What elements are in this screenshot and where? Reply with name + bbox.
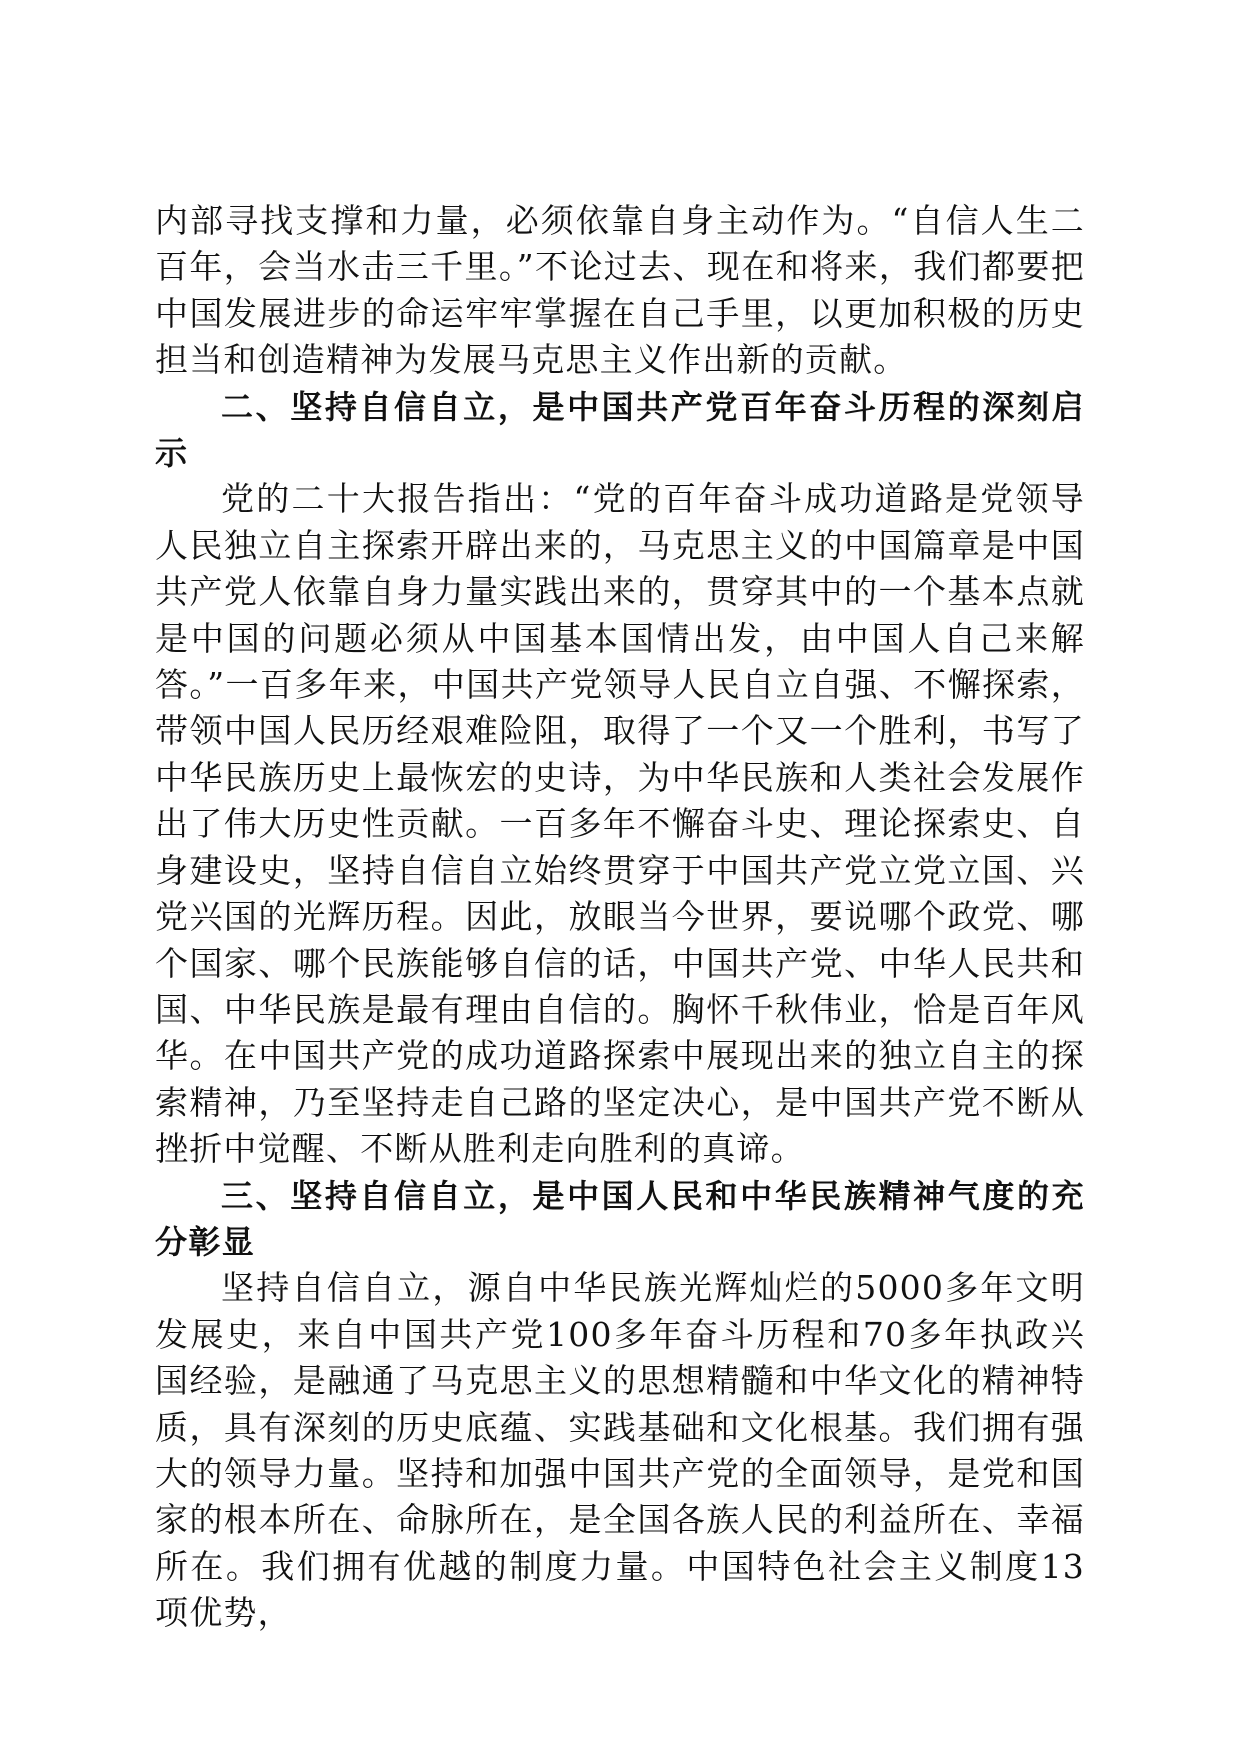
- body-paragraph: 坚持自信自立，源自中华民族光辉灿烂的5000多年文明发展史，来自中国共产党100多年奋斗历程和70多年执政兴国经验，是融通了马克思主义的思想精髓和中华文化的精神特质，具有深刻的历史底蕴、实践基础和文化根基。我们拥有强大的领导力量。坚持和加强中国共产党的全面领导，是党和国家的根本所在、命脉所在，是全国各族人民的利益所在、幸福所在。我们拥有优越的制度力量。中国特色社会主义制度13项优势，: [155, 1268, 1085, 1633]
- body-paragraph-continued: 内部寻找支撑和力量，必须依靠自身主动作为。“自信人生二百年，会当水击三千里。”不论过去、现在和将来，我们都要把中国发展进步的命运牢牢掌握在自己手里，以更加积极的历史担当和创造精神为发展马克思主义作出新的贡献。: [155, 201, 1085, 380]
- body-paragraph: 党的二十大报告指出：“党的百年奋斗成功道路是党领导人民独立自主探索开辟出来的，马克思主义的中国篇章是中国共产党人依靠自身力量实践出来的，贯穿其中的一个基本点就是中国的问题必须从中国基本国情出发，由中国人自己来解答。”一百多年来，中国共产党领导人民自立自强、不懈探索，带领中国人民历经艰难险阻，取得了一个又一个胜利，书写了中华民族历史上最恢宏的史诗，为中华民族和人类社会发展作出了伟大历史性贡献。一百多年不懈奋斗史、理论探索史、自身建设史，坚持自信自立始终贯穿于中国共产党立党立国、兴党兴国的光辉历程。因此，放眼当今世界，要说哪个政党、哪个国家、哪个民族能够自信的话，中国共产党、中华人民共和国、中华民族是最有理由自信的。胸怀千秋伟业，恰是百年风华。在中国共产党的成功道路探索中展现出来的独立自主的探索精神，乃至坚持走自己路的坚定决心，是中国共产党不断从挫折中觉醒、不断从胜利走向胜利的真谛。: [155, 479, 1085, 1169]
- document-page: [155, 198, 1085, 1637]
- section-heading-three: 三、坚持自信自立，是中国人民和中华民族精神气度的充分彰显: [155, 1176, 1085, 1261]
- section-heading-two: 二、坚持自信自立，是中国共产党百年奋斗历程的深刻启示: [155, 387, 1085, 473]
